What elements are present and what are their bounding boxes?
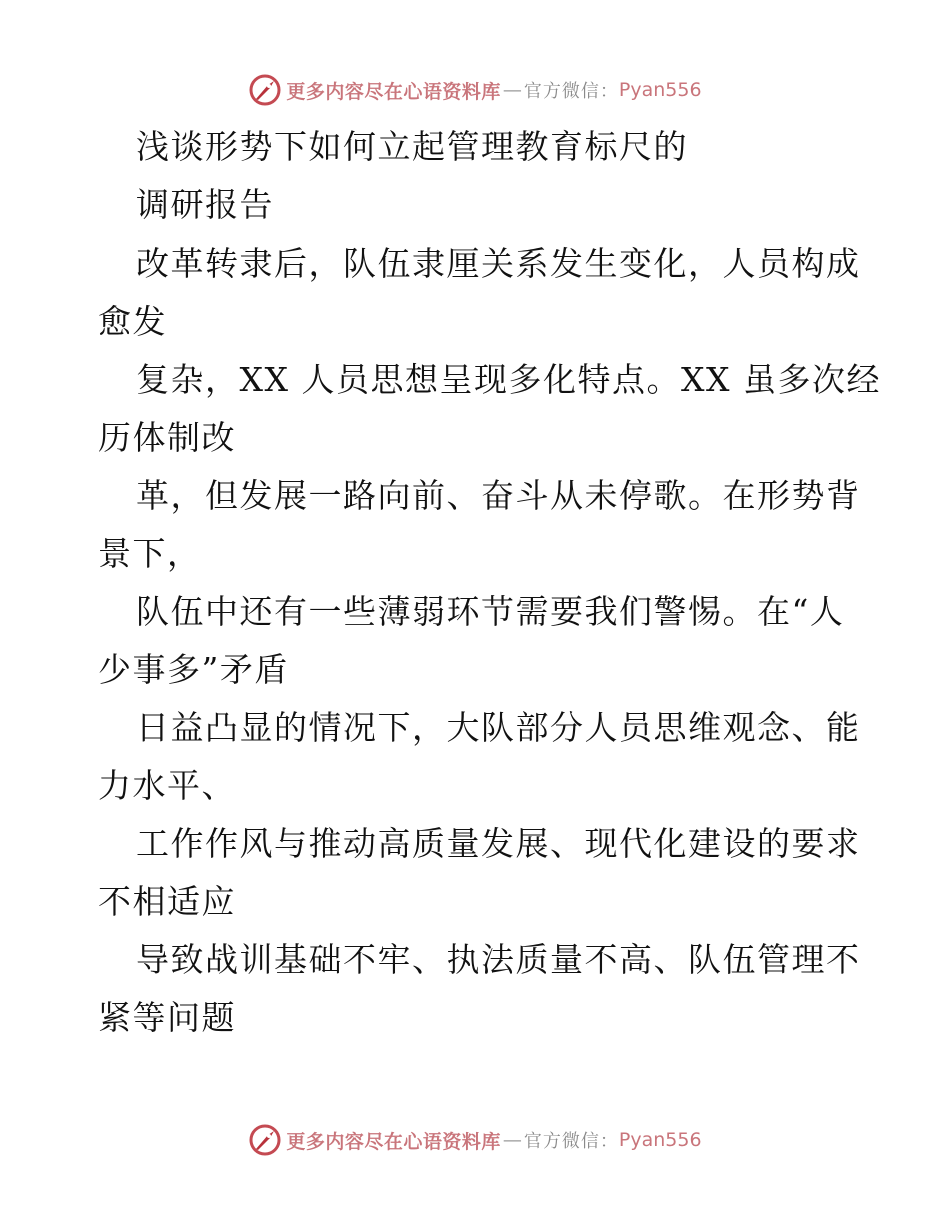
watermark-wechat-id: Pyan556 <box>618 1129 702 1151</box>
paragraph-line: 不相适应 <box>98 882 236 921</box>
watermark-wechat-label: 官方微信： <box>523 1131 619 1152</box>
paragraph-line: 队伍中还有一些薄弱环节需要我们警惕。在“人 <box>136 592 845 631</box>
watermark-site-text: 更多内容尽在心语资料库 <box>286 1130 501 1153</box>
paragraph-line: 历体制改 <box>98 418 236 457</box>
paragraph-line: 改革转隶后，队伍隶厘关系发生变化，人员构成 <box>136 244 861 283</box>
paragraph-line: 力水平、 <box>98 766 236 805</box>
paragraph-line: 工作作风与推动高质量发展、现代化建设的要求 <box>136 824 861 863</box>
footer-watermark <box>0 1120 950 1160</box>
paragraph-line: 革，但发展一路向前、奋斗从未停歌。在形势背 <box>136 476 861 515</box>
paragraph-line: 少事多”矛盾 <box>98 650 289 689</box>
watermark-separator: — <box>502 1129 522 1151</box>
watermark-wechat-label: 官方微信： <box>523 81 619 102</box>
document-title-line-1: 浅谈形势下如何立起管理教育标尺的 <box>136 127 688 166</box>
header-watermark <box>0 70 950 110</box>
paragraph-line: 紧等问题 <box>98 998 236 1037</box>
paragraph-line: 景下， <box>98 534 202 573</box>
paragraph-line: 复杂，XX 人员思想呈现多化特点。XX 虽多次经 <box>136 360 881 399</box>
paragraph-line: 愈发 <box>98 302 167 341</box>
paragraph-line: 导致战训基础不牢、执法质量不高、队伍管理不 <box>136 940 861 979</box>
watermark-site-text: 更多内容尽在心语资料库 <box>286 80 501 103</box>
watermark-wechat-id: Pyan556 <box>618 79 702 101</box>
watermark-separator: — <box>502 79 522 101</box>
pen-nib-circle-icon <box>248 73 282 107</box>
paragraph-line: 日益凸显的情况下，大队部分人员思维观念、能 <box>136 708 861 747</box>
document-title-line-2: 调研报告 <box>136 185 274 224</box>
pen-nib-circle-icon <box>248 1123 282 1157</box>
